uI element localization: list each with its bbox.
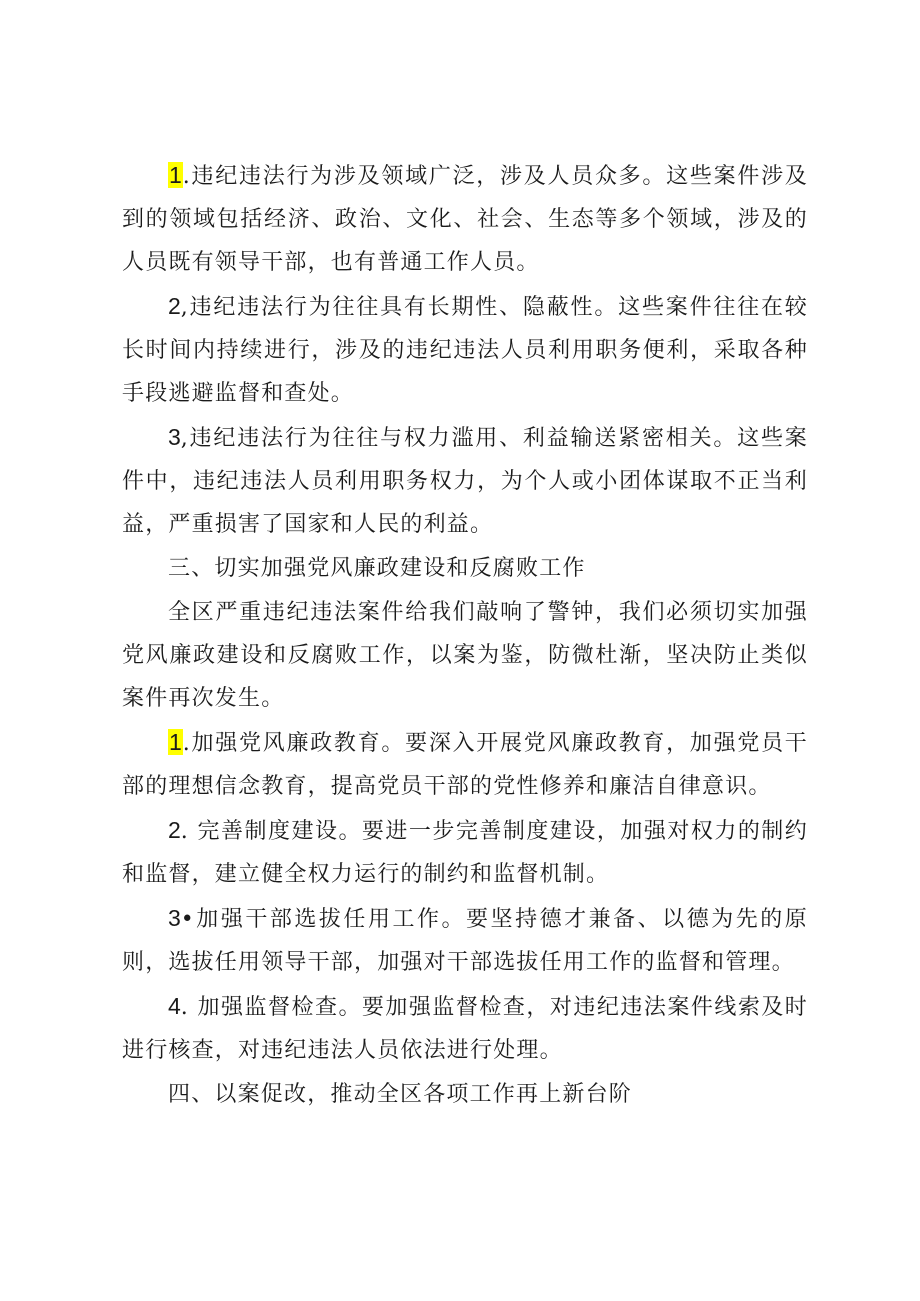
item-separator: • (180, 907, 195, 932)
measure-item-1 (122, 721, 808, 808)
section-intro-paragraph: 全区严重违纪违法案件给我们敲响了警钟，我们必须切实加强党风廉政建设和反腐败工作，以案为鉴，防微杜渐，坚决防止类似案件再次发生。 (122, 600, 808, 711)
highlighted-item-number: 1 (169, 162, 182, 188)
measure-item-2 (122, 809, 808, 896)
paragraph-text: 违纪违法行为往往具有长期性、隐蔽性。这些案件往往在较长时间内持续进行，涉及的违纪违法人员利用职务便利，采取各种手段逃避监督和查处。 (122, 295, 808, 406)
item-number: 2 (168, 817, 181, 843)
section-heading-4: 四、以案促改，推动全区各项工作再上新台阶 (168, 1082, 633, 1107)
section-heading-3: 三、切实加强党风廉政建设和反腐败工作 (168, 556, 586, 581)
item-number: 3 (168, 424, 181, 450)
paragraph-item-3 (122, 416, 808, 546)
item-separator: . (180, 819, 198, 844)
item-separator: . (180, 995, 198, 1020)
item-separator: , (180, 426, 189, 451)
highlighted-item-number: 1 (169, 729, 182, 755)
item-separator: . (182, 731, 191, 756)
paragraph-text: 违纪违法行为涉及领域广泛，涉及人员众多。这些案件涉及到的领域包括经济、政治、文化、社会、生态等多个领域，涉及的人员既有领导干部，也有普通工作人员。 (122, 164, 808, 275)
paragraph-item-2 (122, 285, 808, 415)
paragraph-text: 违纪违法行为往往与权力滥用、利益输送紧密相关。这些案件中，违纪违法人员利用职务权力，为个人或小团体谋取不正当利益，严重损害了国家和人民的利益。 (122, 426, 808, 537)
paragraph-text: 加强监督检查。要加强监督检查，对违纪违法案件线索及时进行核查，对违纪违法人员依法进行处理。 (122, 995, 809, 1063)
measure-item-3 (122, 897, 808, 984)
item-separator: , (180, 295, 189, 320)
paragraph-item-1 (122, 154, 808, 284)
paragraph-text: 加强党风廉政教育。要深入开展党风廉政教育，加强党员干部的理想信念教育，提高党员干部的党性修养和廉洁自律意识。 (122, 731, 808, 799)
item-number: 2 (168, 293, 181, 319)
paragraph-text: 完善制度建设。要进一步完善制度建设，加强对权力的制约和监督，建立健全权力运行的制约和监督机制。 (122, 819, 809, 887)
paragraph-text: 加强干部选拔任用工作。要坚持德才兼备、以德为先的原则，选拔任用领导干部，加强对干部选拔任用工作的监督和管理。 (122, 907, 808, 975)
item-number: 4 (168, 993, 181, 1019)
item-number: 3 (168, 905, 181, 931)
measure-item-4 (122, 985, 808, 1072)
item-separator: . (182, 164, 191, 189)
